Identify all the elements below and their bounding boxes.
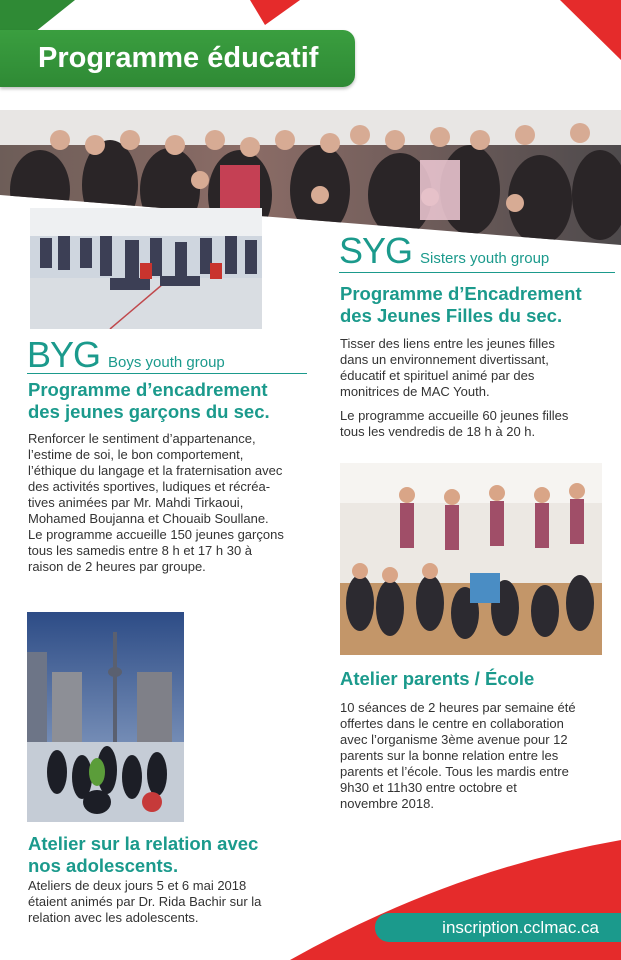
sports-photo <box>30 208 262 329</box>
text-line: avec l’organisme 3ème avenue pour 12 <box>340 732 568 747</box>
text-line: Le programme accueille 150 jeunes garçons <box>28 527 284 542</box>
text-line: Ateliers de deux jours 5 et 6 mai 2018 <box>28 878 247 893</box>
text-line: novembre 2018. <box>340 796 434 811</box>
text-line: Renforcer le sentiment d’appartenance, <box>28 431 256 446</box>
byg-divider <box>27 373 307 374</box>
text-line: l’éthique du langage et la fraternisation avec <box>28 463 283 478</box>
syg-header <box>339 230 549 272</box>
text-line: relation avec les adolescents. <box>28 910 199 925</box>
ados-heading-line: Atelier sur la relation avec <box>28 833 259 854</box>
syg-divider <box>339 272 615 273</box>
byg-heading <box>28 379 318 423</box>
byg-heading-line: des jeunes garçons du sec. <box>28 401 270 422</box>
text-line: des activités sportives, ludiques et récréa- <box>28 479 271 494</box>
text-line: Le programme accueille 60 jeunes filles <box>340 408 569 423</box>
text-line: éducatif et spirituel animé par des <box>340 368 535 383</box>
byg-acronym: BYG <box>27 334 101 375</box>
text-line: étaient animés par Dr. Rida Bachir sur la <box>28 894 262 909</box>
text-line: parents et l’école. Tous les mardis entre <box>340 764 569 779</box>
text-line: l’estime de soi, le bon comportement, <box>28 447 244 462</box>
text-line: Tisser des liens entre les jeunes filles <box>340 336 555 351</box>
syg-subtitle: Sisters youth group <box>420 250 550 267</box>
text-line: monitrices de MAC Youth. <box>340 384 490 399</box>
page-title: Programme éducatif <box>0 30 355 87</box>
registration-link[interactable]: inscription.cclmac.ca <box>375 913 621 942</box>
ados-heading-line: nos adolescents. <box>28 855 179 876</box>
byg-heading-line: Programme d’encadrement <box>28 379 268 400</box>
syg-heading-line: des Jeunes Filles du sec. <box>340 305 563 326</box>
text-line: 9h30 et 11h30 entre octobre et <box>340 780 517 795</box>
syg-heading-line: Programme d’Encadrement <box>340 283 582 304</box>
girls-photo <box>340 463 602 655</box>
syg-text <box>340 336 620 440</box>
byg-text <box>28 431 318 575</box>
byg-subtitle: Boys youth group <box>108 354 225 371</box>
text-line: 10 séances de 2 heures par semaine été <box>340 700 576 715</box>
text-line: Mohamed Boujanna et Chouaib Soullane. <box>28 511 269 526</box>
text-line: dans un environnement divertissant, <box>340 352 549 367</box>
text-line: tous les vendredis de 18 h à 20 h. <box>340 424 536 439</box>
parents-heading: Atelier parents / École <box>340 668 535 689</box>
parents-text <box>340 700 615 812</box>
text-line: tous les samedis entre 8 h et 17 h 30 à <box>28 543 253 558</box>
city-photo <box>27 612 184 822</box>
byg-header <box>27 334 225 376</box>
text-line: offertes dans le centre en collaboration <box>340 716 564 731</box>
syg-acronym: SYG <box>339 230 413 271</box>
text-line: raison de 2 heures par groupe. <box>28 559 206 574</box>
text-line: parents sur la bonne relation entre les <box>340 748 559 763</box>
syg-heading <box>340 283 620 327</box>
text-line: tives animées par Mr. Mahdi Tirkaoui, <box>28 495 244 510</box>
